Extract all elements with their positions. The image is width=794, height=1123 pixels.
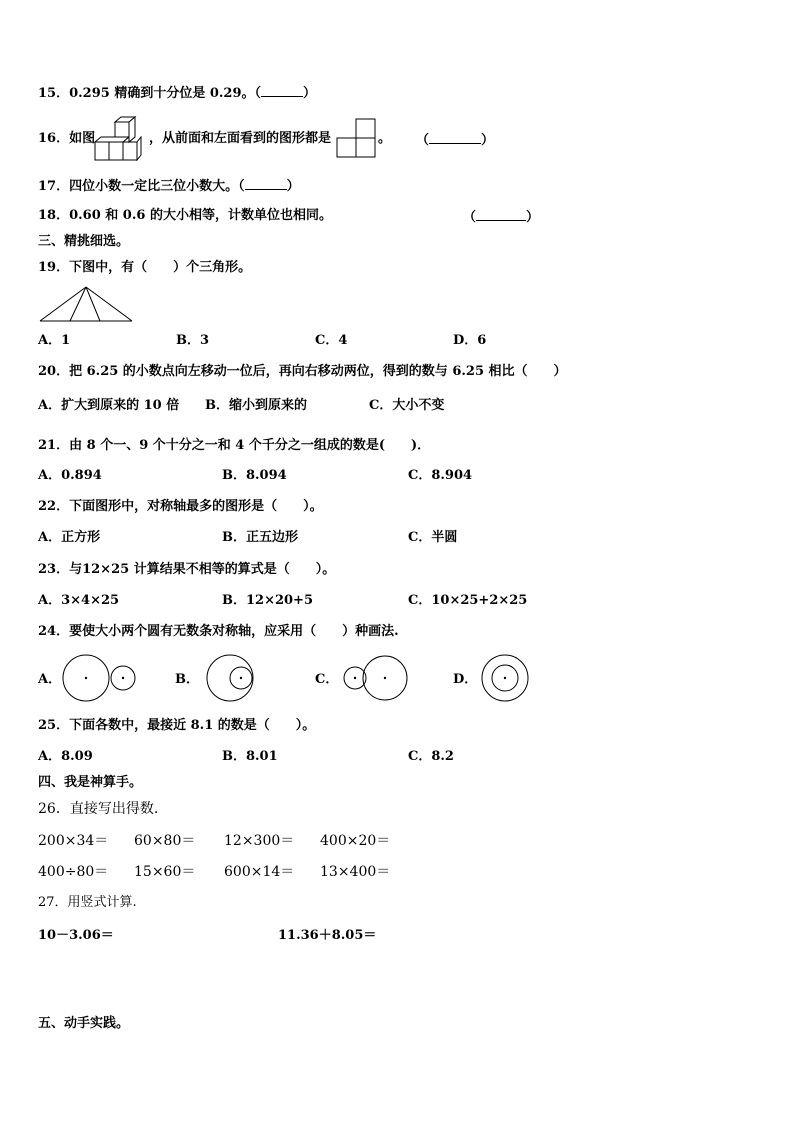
section-4-heading: 四、我是神算手。 <box>38 775 143 790</box>
question-16 <box>38 131 95 147</box>
calc-26-3: 12×300＝ <box>224 833 295 849</box>
question-24: 24．要使大小两个圆有无数条对称轴，应采用（ ）种画法. <box>38 624 399 639</box>
option-24-b[interactable]: B． <box>175 672 199 687</box>
question-25: 25．下面各数中，最接近 8.1 的数是（ ）。 <box>38 718 316 733</box>
section-3-heading: 三、精挑细选。 <box>38 234 130 249</box>
calc-26-6: 15×60＝ <box>134 864 196 880</box>
calc-27-1: 10－3.06＝ <box>38 928 114 943</box>
section-5-heading: 五、动手实践。 <box>38 1016 130 1031</box>
question-17-text: 17．四位小数一定比三位小数大。（ <box>38 179 245 194</box>
option-24-a[interactable]: A． <box>38 672 62 687</box>
triangle-figure <box>40 286 134 324</box>
circles-figure-c <box>343 655 409 703</box>
option-22-b[interactable]: B．正五边形 <box>222 530 298 545</box>
option-23-a[interactable]: A．3×4×25 <box>38 593 120 608</box>
answer-blank-17[interactable] <box>245 177 287 190</box>
paren-close: ） <box>481 133 495 148</box>
option-21-b[interactable]: B．8.094 <box>222 468 287 483</box>
question-15-text: 15．0.295 精确到十分位是 0.29。（ <box>38 86 262 101</box>
question-16-middle: ，从前面和左面看到的图形都是 <box>149 131 332 146</box>
option-19-a[interactable]: A．1 <box>38 333 71 348</box>
question-16-prefix: 16．如图 <box>38 131 96 146</box>
question-16-suffix-wrap <box>378 131 391 147</box>
question-23: 23．与12×25 计算结果不相等的算式是（ ）。 <box>38 562 336 577</box>
paren-close: ） <box>526 210 540 225</box>
question-18 <box>38 208 332 224</box>
calc-26-4: 400×20＝ <box>320 833 391 849</box>
option-21-c[interactable]: C．8.904 <box>408 468 473 483</box>
option-25-a[interactable]: A．8.09 <box>38 749 93 764</box>
question-20: 20．把 6.25 的小数点向左移动一位后，再向右移动两位，得到的数与 6.25 相比（ ） <box>38 364 567 379</box>
calc-26-1: 200×34＝ <box>38 833 109 849</box>
calc-26-7: 600×14＝ <box>224 864 295 880</box>
option-20-b[interactable]: B．缩小到原来的 <box>205 398 307 413</box>
answer-blank-15[interactable] <box>261 84 303 97</box>
option-22-a[interactable]: A．正方形 <box>38 530 101 545</box>
calc-26-2: 60×80＝ <box>134 833 196 849</box>
option-20-a[interactable]: A．扩大到原来的 10 倍 <box>38 398 180 413</box>
question-16-middle-wrap <box>149 131 331 147</box>
option-22-c[interactable]: C．半圆 <box>408 530 458 545</box>
calc-27-2: 11.36＋8.05＝ <box>278 928 377 943</box>
question-15 <box>38 84 316 102</box>
calc-26-5: 400÷80＝ <box>38 864 109 880</box>
option-19-d[interactable]: D．6 <box>453 333 487 348</box>
circles-figure-b <box>206 655 256 703</box>
answer-blank-16[interactable] <box>429 131 481 144</box>
question-21: 21．由 8 个一、9 个十分之一和 4 个千分之一组成的数是( )． <box>38 438 431 453</box>
paren-close: ） <box>303 86 317 101</box>
question-18-text: 18．0.60 和 0.6 的大小相等，计数单位也相同。 <box>38 208 332 223</box>
question-18-answer <box>463 208 539 226</box>
question-16-suffix: 。 <box>378 131 392 146</box>
option-19-c[interactable]: C．4 <box>315 333 348 348</box>
cube-stack-figure <box>95 115 141 161</box>
calc-26-8: 13×400＝ <box>320 864 391 880</box>
question-27: 27．用竖式计算. <box>38 895 137 910</box>
option-25-b[interactable]: B．8.01 <box>222 749 278 764</box>
paren-open: （ <box>463 210 477 225</box>
option-24-c[interactable]: C． <box>315 672 339 687</box>
question-26: 26．直接写出得数. <box>38 801 159 817</box>
option-25-c[interactable]: C．8.2 <box>408 749 454 764</box>
circles-figure-d <box>482 655 530 703</box>
option-24-d[interactable]: D． <box>453 672 478 687</box>
option-21-a[interactable]: A．0.894 <box>38 468 102 483</box>
question-22: 22．下面图形中，对称轴最多的图形是（ ）。 <box>38 499 323 514</box>
question-16-answer <box>416 131 494 149</box>
paren-close: ） <box>286 179 300 194</box>
option-23-c[interactable]: C．10×25+2×25 <box>408 593 528 608</box>
option-20-c[interactable]: C．大小不变 <box>369 398 445 413</box>
option-23-b[interactable]: B．12×20+5 <box>222 593 314 608</box>
view-shape-figure <box>337 118 377 158</box>
option-19-b[interactable]: B．3 <box>176 333 210 348</box>
question-17 <box>38 177 300 195</box>
question-19: 19．下图中，有（ ）个三角形。 <box>38 260 252 275</box>
circles-figure-a <box>62 655 138 703</box>
paren-open: （ <box>416 133 430 148</box>
answer-blank-18[interactable] <box>476 208 526 221</box>
